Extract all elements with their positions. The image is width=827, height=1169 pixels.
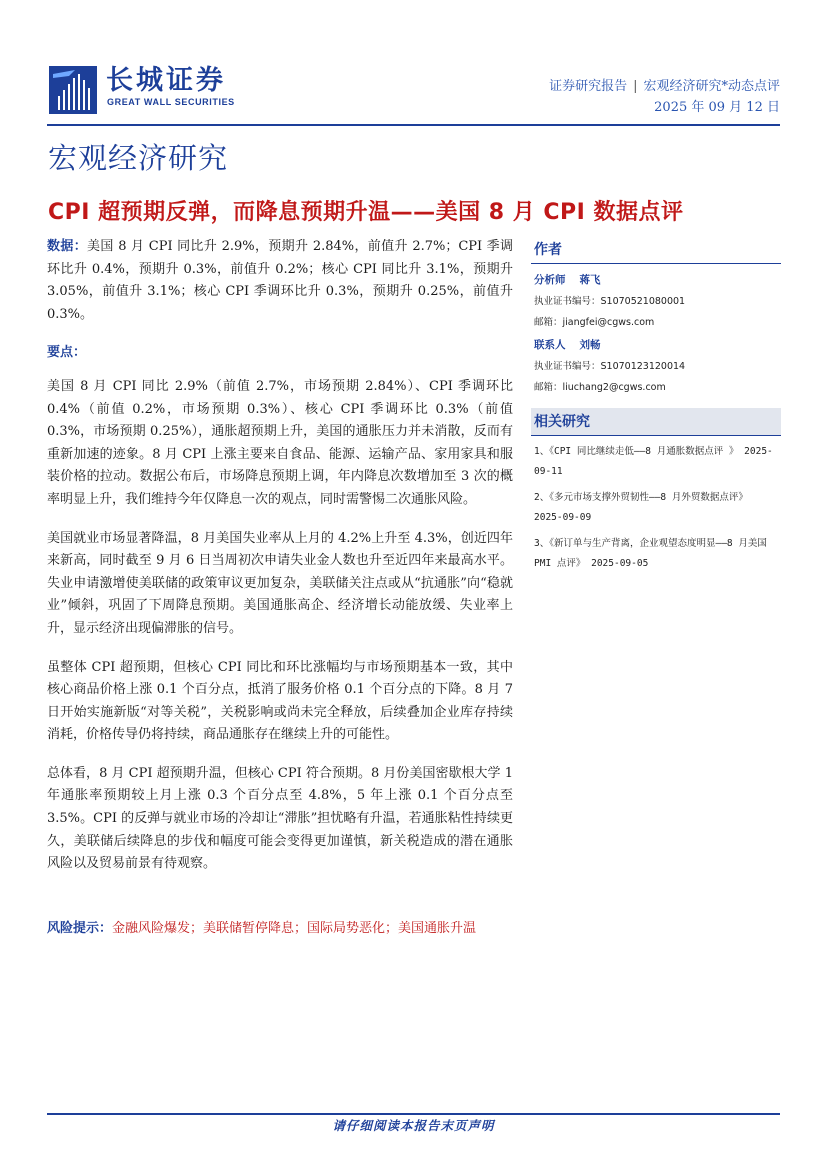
body-paragraph: 美国 8 月 CPI 同比 2.9%（前值 2.7%，市场预期 2.84%）、CPI 季调环比 0.4%（前值 0.2%，市场预期 0.3%）、核心 CPI 季调环比 0.3%（前值 0.3%，市场预期 0.25%），通胀超预期上升，美国的通胀压力并未消散，反而有重新加速的迹象。8 月 CPI 上涨主要来自食品、能源、运输产品、家用家具和服装价格的拉动。数据公布后，市场降息预期上调，年内降息次数增加至 3 次的概率明显上升，我们维持今年仅降息一次的观点，同时需警惕二次通胀风险。 [47,378,513,507]
analyst-cert: 执业证书编号：S1070521080001 [534,296,686,307]
report-date: 2025 年 09 月 12 日 [654,100,780,115]
report-type: 证券研究报告 [549,79,628,94]
contact-name: 刘畅 [579,339,601,351]
data-label: 数据： [47,239,88,254]
sidebar [531,236,781,580]
footer-disclaimer: 请仔细阅读本报告末页声明 [332,1118,495,1133]
body-paragraph: 虽整体 CPI 超预期，但核心 CPI 同比和环比涨幅均与市场预期基本一致，其中核心商品价格上涨 0.1 个百分点，抵消了服务价格 0.1 个百分点的下降。8 月 7 日开始实施新版“对等关税”，关税影响或尚未完全释放，后续叠加企业库存持续消耗，价格传导仍将持续，商品通胀存在继续上升的可能性。 [47,659,513,743]
related-research-item[interactable]: 3、《新订单与生产背离，企业观望态度明显——8 月美国 PMI 点评》 2025-09-05 [534,538,767,569]
related-research-list [531,436,781,574]
related-research-item[interactable]: 2、《多元市场支撑外贸韧性——8 月外贸数据点评》 2025-09-09 [534,492,748,523]
data-summary [47,236,513,326]
page-title: CPI 超预期反弹，而降息预期升温——美国 8 月 CPI 数据点评 [48,200,684,225]
main-body [47,236,513,956]
meta-separator: | [633,79,638,94]
key-points-heading [47,342,513,365]
logo-wordmark-cn: 长城证券 [106,65,226,96]
risk-warning [47,918,513,941]
related-research-heading: 相关研究 [531,408,781,436]
header-divider [47,124,780,126]
footer-divider [47,1113,780,1115]
risk-text: 金融风险爆发；美联储暂停降息；国际局势恶化；美国通胀升温 [112,920,477,936]
body-paragraph: 总体看，8 月 CPI 超预期升温，但核心 CPI 符合预期。8 月份美国密歇根大学 1 年通胀率预期较上月上涨 0.3 个百分点至 4.8%，5 年上涨 0.1 个百分点至 3.5%。CPI 的反弹与就业市场的冷却让“滞胀”担忧略有升温，若通胀粘性持续更久，美联储后续降息的步伐和幅度可能会变得更加谨慎，新关税造成的潜在通胀风险以及贸易前景有待观察。 [47,765,513,872]
body-paragraph: 美国就业市场显著降温，8 月美国失业率从上月的 4.2%上升至 4.3%，创近四年来新高，同时截至 9 月 6 日当周初次申请失业金人数也升至近四年来最高水平。失业申请激增使美联储的政策审议更加复杂，美联储关注点或从“抗通胀”向“稳就业”倾斜，巩固了下周降息预期。美国通胀高企、经济增长动能放缓、失业率上升，显示经济出现偏滞胀的信号。 [47,530,513,636]
report-meta [549,76,780,118]
contact-cert: 执业证书编号：S1070123120014 [534,361,686,372]
company-logo-icon [49,66,97,114]
analyst-email[interactable]: 邮箱：jiangfei@cgws.com [534,317,655,328]
contact-row [534,335,781,356]
related-research-item[interactable]: 1、《CPI 同比继续走低——8 月通胀数据点评 》 2025-09-11 [534,446,773,477]
logo-wordmark-en: GREAT WALL SECURITIES [107,97,235,107]
analyst-role: 分析师 [534,274,566,286]
contact-email[interactable]: 邮箱：liuchang2@cgws.com [534,382,666,393]
report-category: 宏观经济研究*动态点评 [643,79,780,94]
key-points-label: 要点： [47,345,87,361]
report-type-line [549,76,780,97]
analyst-row [534,270,781,291]
report-section-title: 宏观经济研究 [48,141,229,175]
analyst-name: 蒋飞 [579,274,601,286]
authors-block [531,270,781,398]
risk-label: 风险提示： [47,920,113,936]
authors-heading: 作者 [531,236,781,264]
contact-role: 联系人 [534,339,566,351]
data-text: 美国 8 月 CPI 同比升 2.9%，预期升 2.84%，前值升 2.7%；CPI 季调环比升 0.4%，预期升 0.3%，前值升 0.2%；核心 CPI 同比升 3.1%，预期升 3.05%，前值升 3.1%；核心 CPI 季调环比升 0.3%，预期升 0.25%，前值升 0.3%。 [47,239,513,322]
